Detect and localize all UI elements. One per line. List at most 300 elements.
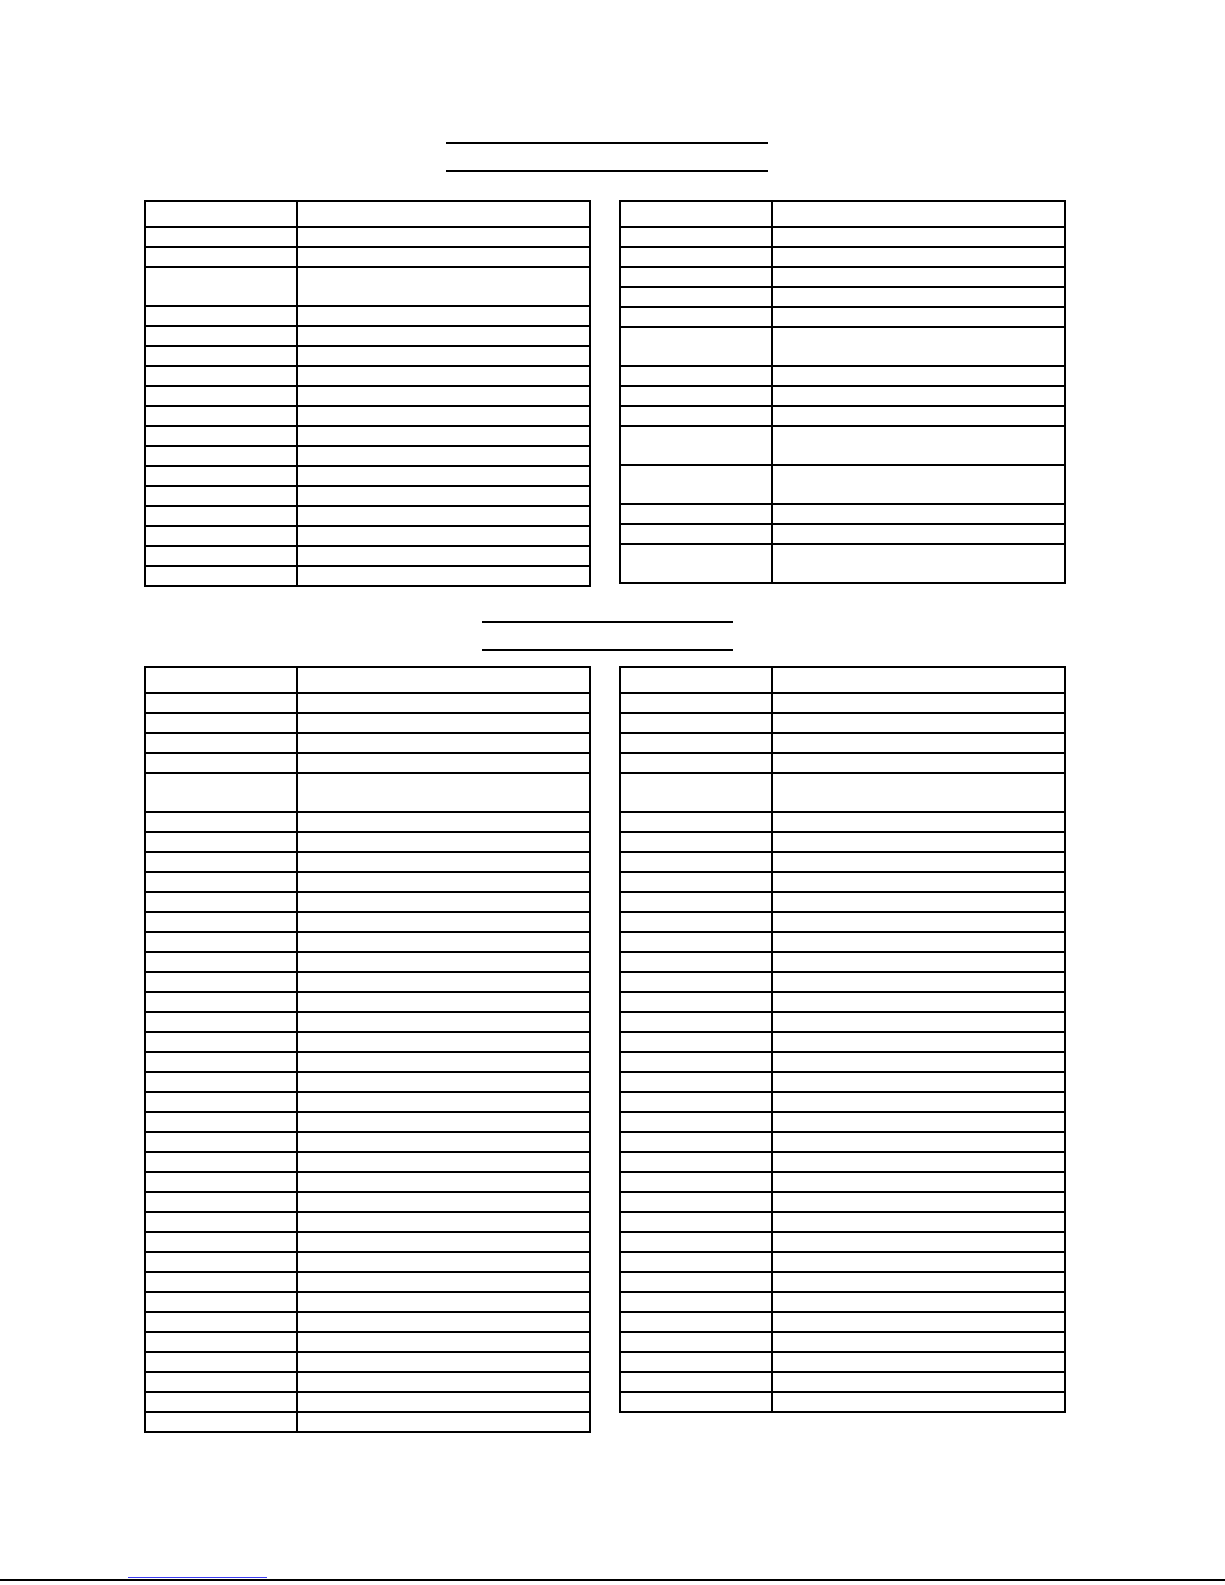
table-row xyxy=(620,1112,1065,1132)
table-row xyxy=(145,1032,590,1052)
label-cell xyxy=(620,892,772,912)
value-cell xyxy=(772,773,1065,812)
table-row xyxy=(145,1192,590,1212)
table-row xyxy=(620,504,1065,524)
table-row xyxy=(145,912,590,932)
value-cell xyxy=(297,1352,590,1372)
table-row xyxy=(620,1392,1065,1412)
value-cell xyxy=(297,667,590,693)
table-row xyxy=(620,773,1065,812)
value-cell xyxy=(772,406,1065,426)
label-cell xyxy=(620,812,772,832)
label-cell xyxy=(145,546,297,566)
value-cell xyxy=(772,1232,1065,1252)
label-cell xyxy=(620,1132,772,1152)
value-cell xyxy=(772,1292,1065,1312)
label-cell xyxy=(620,1372,772,1392)
label-cell xyxy=(145,1192,297,1212)
label-cell xyxy=(620,932,772,952)
label-cell xyxy=(145,733,297,753)
label-cell xyxy=(620,1212,772,1232)
table-row xyxy=(145,852,590,872)
table-row xyxy=(145,872,590,892)
value-cell xyxy=(297,326,590,346)
table-row xyxy=(145,932,590,952)
label-cell xyxy=(620,1292,772,1312)
table-row xyxy=(145,992,590,1012)
section-1-left-table xyxy=(144,200,591,587)
label-cell xyxy=(620,832,772,852)
label-cell xyxy=(145,1052,297,1072)
label-cell xyxy=(145,667,297,693)
value-cell xyxy=(297,406,590,426)
table-row xyxy=(145,267,590,306)
table-row xyxy=(145,1212,590,1232)
table-row xyxy=(620,544,1065,583)
table-row xyxy=(145,446,590,466)
label-cell xyxy=(145,1412,297,1432)
value-cell xyxy=(297,952,590,972)
label-cell xyxy=(145,326,297,346)
table-row xyxy=(620,1172,1065,1192)
table-row xyxy=(145,1392,590,1412)
label-cell xyxy=(145,1152,297,1172)
table-row xyxy=(145,667,590,693)
table-row xyxy=(620,892,1065,912)
value-cell xyxy=(772,386,1065,406)
label-cell xyxy=(620,201,772,227)
value-cell xyxy=(297,832,590,852)
value-cell xyxy=(772,1072,1065,1092)
table-row xyxy=(145,1132,590,1152)
table-row xyxy=(620,201,1065,227)
table-row xyxy=(145,426,590,446)
table-row xyxy=(620,1212,1065,1232)
table-row xyxy=(620,1352,1065,1372)
value-cell xyxy=(297,526,590,546)
label-cell xyxy=(145,713,297,733)
value-cell xyxy=(772,366,1065,386)
label-cell xyxy=(145,952,297,972)
table-row xyxy=(620,465,1065,504)
table-row xyxy=(145,693,590,713)
label-cell xyxy=(145,812,297,832)
table-row xyxy=(145,1292,590,1312)
table-row xyxy=(620,1372,1065,1392)
value-cell xyxy=(772,1132,1065,1152)
value-cell xyxy=(297,992,590,1012)
label-cell xyxy=(620,524,772,544)
label-cell xyxy=(145,773,297,812)
table-row xyxy=(620,1232,1065,1252)
value-cell xyxy=(297,1092,590,1112)
label-cell xyxy=(145,1092,297,1112)
section-1-right-table xyxy=(619,200,1066,584)
label-cell xyxy=(620,1392,772,1412)
table-row xyxy=(145,326,590,346)
label-cell xyxy=(145,872,297,892)
value-cell xyxy=(772,504,1065,524)
label-cell xyxy=(620,1312,772,1332)
value-cell xyxy=(297,201,590,227)
value-cell xyxy=(772,952,1065,972)
table-row xyxy=(145,1252,590,1272)
table-row xyxy=(145,201,590,227)
label-cell xyxy=(620,1032,772,1052)
label-cell xyxy=(145,1212,297,1232)
value-cell xyxy=(297,713,590,733)
table-row xyxy=(145,306,590,326)
label-cell xyxy=(620,1352,772,1372)
value-cell xyxy=(772,852,1065,872)
value-cell xyxy=(772,932,1065,952)
table-row xyxy=(620,852,1065,872)
value-cell xyxy=(772,465,1065,504)
value-cell xyxy=(772,912,1065,932)
value-cell xyxy=(297,506,590,526)
table-row xyxy=(145,773,590,812)
label-cell xyxy=(145,346,297,366)
label-cell xyxy=(620,307,772,327)
section-2-title-line-1 xyxy=(482,621,733,623)
value-cell xyxy=(297,1112,590,1132)
label-cell xyxy=(145,466,297,486)
value-cell xyxy=(297,446,590,466)
value-cell xyxy=(297,1292,590,1312)
table-row xyxy=(620,1052,1065,1072)
label-cell xyxy=(620,1192,772,1212)
table-row xyxy=(620,932,1065,952)
table-row xyxy=(620,992,1065,1012)
value-cell xyxy=(772,1012,1065,1032)
table-row xyxy=(145,386,590,406)
table-row xyxy=(145,1352,590,1372)
value-cell xyxy=(772,426,1065,465)
label-cell xyxy=(145,1252,297,1272)
table-row xyxy=(145,546,590,566)
value-cell xyxy=(297,1212,590,1232)
table-row xyxy=(145,406,590,426)
value-cell xyxy=(772,1352,1065,1372)
value-cell xyxy=(297,972,590,992)
table-row xyxy=(620,1092,1065,1112)
section-1-title-line-2 xyxy=(446,170,768,172)
value-cell xyxy=(772,1212,1065,1232)
value-cell xyxy=(772,227,1065,247)
table-row xyxy=(145,486,590,506)
table-row xyxy=(145,832,590,852)
value-cell xyxy=(297,1012,590,1032)
label-cell xyxy=(145,366,297,386)
table-row xyxy=(145,1172,590,1192)
section-2-right-table xyxy=(619,666,1066,1413)
value-cell xyxy=(297,1052,590,1072)
table-row xyxy=(620,693,1065,713)
table-row xyxy=(145,1412,590,1432)
label-cell xyxy=(145,1372,297,1392)
table-row xyxy=(145,1332,590,1352)
table-row xyxy=(620,952,1065,972)
label-cell xyxy=(620,1112,772,1132)
label-cell xyxy=(620,972,772,992)
value-cell xyxy=(297,932,590,952)
table-row xyxy=(620,267,1065,287)
table-row xyxy=(620,386,1065,406)
label-cell xyxy=(620,1252,772,1272)
label-cell xyxy=(620,852,772,872)
label-cell xyxy=(145,1232,297,1252)
label-cell xyxy=(620,1272,772,1292)
table-row xyxy=(620,812,1065,832)
label-cell xyxy=(620,753,772,773)
footer-link-underline[interactable] xyxy=(128,1577,267,1578)
value-cell xyxy=(297,486,590,506)
label-cell xyxy=(145,247,297,267)
value-cell xyxy=(297,1072,590,1092)
table-row xyxy=(145,1092,590,1112)
section-1-title-line-1 xyxy=(446,142,768,144)
label-cell xyxy=(145,426,297,446)
label-cell xyxy=(145,506,297,526)
value-cell xyxy=(772,1092,1065,1112)
table-row xyxy=(145,1072,590,1092)
value-cell xyxy=(772,1332,1065,1352)
table-row xyxy=(620,753,1065,773)
label-cell xyxy=(145,267,297,306)
table-row xyxy=(145,753,590,773)
label-cell xyxy=(620,544,772,583)
label-cell xyxy=(145,832,297,852)
label-cell xyxy=(620,1152,772,1172)
label-cell xyxy=(145,753,297,773)
table-row xyxy=(145,1112,590,1132)
value-cell xyxy=(297,852,590,872)
label-cell xyxy=(145,852,297,872)
value-cell xyxy=(772,812,1065,832)
value-cell xyxy=(297,1032,590,1052)
value-cell xyxy=(297,733,590,753)
table-row xyxy=(145,1052,590,1072)
label-cell xyxy=(145,972,297,992)
table-row xyxy=(620,733,1065,753)
table-row xyxy=(145,1232,590,1252)
table-row xyxy=(620,227,1065,247)
table-row xyxy=(145,227,590,247)
table-row xyxy=(145,972,590,992)
label-cell xyxy=(145,227,297,247)
table-row xyxy=(620,247,1065,267)
table-row xyxy=(145,1372,590,1392)
table-row xyxy=(620,872,1065,892)
value-cell xyxy=(297,1272,590,1292)
value-cell xyxy=(297,1152,590,1172)
label-cell xyxy=(145,693,297,713)
table-row xyxy=(620,327,1065,366)
label-cell xyxy=(145,1312,297,1332)
value-cell xyxy=(297,227,590,247)
table-row xyxy=(620,1192,1065,1212)
label-cell xyxy=(145,892,297,912)
value-cell xyxy=(772,667,1065,693)
value-cell xyxy=(297,546,590,566)
table-row xyxy=(145,346,590,366)
value-cell xyxy=(772,713,1065,733)
table-row xyxy=(620,366,1065,386)
label-cell xyxy=(620,386,772,406)
section-2-title-line-2 xyxy=(482,649,733,651)
label-cell xyxy=(620,366,772,386)
table-row xyxy=(145,952,590,972)
value-cell xyxy=(297,1312,590,1332)
label-cell xyxy=(620,406,772,426)
label-cell xyxy=(145,1132,297,1152)
label-cell xyxy=(145,1292,297,1312)
label-cell xyxy=(620,287,772,307)
label-cell xyxy=(620,1232,772,1252)
value-cell xyxy=(772,267,1065,287)
value-cell xyxy=(297,247,590,267)
value-cell xyxy=(772,201,1065,227)
value-cell xyxy=(297,1192,590,1212)
label-cell xyxy=(145,486,297,506)
value-cell xyxy=(297,426,590,446)
label-cell xyxy=(620,426,772,465)
label-cell xyxy=(145,1352,297,1372)
label-cell xyxy=(145,1392,297,1412)
table-row xyxy=(145,1272,590,1292)
value-cell xyxy=(297,1412,590,1432)
value-cell xyxy=(772,1312,1065,1332)
value-cell xyxy=(772,872,1065,892)
table-row xyxy=(620,287,1065,307)
footer-rule xyxy=(0,1579,1225,1581)
table-row xyxy=(620,426,1065,465)
label-cell xyxy=(620,465,772,504)
label-cell xyxy=(620,267,772,287)
label-cell xyxy=(145,306,297,326)
value-cell xyxy=(297,872,590,892)
table-row xyxy=(620,406,1065,426)
label-cell xyxy=(620,693,772,713)
label-cell xyxy=(145,1272,297,1292)
table-row xyxy=(620,1132,1065,1152)
value-cell xyxy=(772,1032,1065,1052)
table-row xyxy=(620,1072,1065,1092)
label-cell xyxy=(620,1332,772,1352)
table-row xyxy=(620,972,1065,992)
value-cell xyxy=(772,832,1065,852)
value-cell xyxy=(772,1192,1065,1212)
value-cell xyxy=(772,307,1065,327)
label-cell xyxy=(145,932,297,952)
value-cell xyxy=(297,1172,590,1192)
value-cell xyxy=(772,524,1065,544)
value-cell xyxy=(772,327,1065,366)
label-cell xyxy=(145,406,297,426)
label-cell xyxy=(620,713,772,733)
label-cell xyxy=(145,1172,297,1192)
table-row xyxy=(620,1032,1065,1052)
table-row xyxy=(620,307,1065,327)
table-row xyxy=(620,1012,1065,1032)
label-cell xyxy=(620,992,772,1012)
table-row xyxy=(620,1292,1065,1312)
table-row xyxy=(620,667,1065,693)
label-cell xyxy=(145,201,297,227)
value-cell xyxy=(297,1372,590,1392)
table-row xyxy=(145,733,590,753)
label-cell xyxy=(145,1332,297,1352)
table-row xyxy=(145,1312,590,1332)
label-cell xyxy=(145,1112,297,1132)
value-cell xyxy=(772,1112,1065,1132)
value-cell xyxy=(772,1172,1065,1192)
table-row xyxy=(620,912,1065,932)
value-cell xyxy=(297,1392,590,1412)
value-cell xyxy=(297,1252,590,1272)
label-cell xyxy=(145,1072,297,1092)
table-row xyxy=(145,466,590,486)
label-cell xyxy=(620,1172,772,1192)
value-cell xyxy=(772,1372,1065,1392)
table-row xyxy=(145,812,590,832)
value-cell xyxy=(772,733,1065,753)
value-cell xyxy=(772,287,1065,307)
label-cell xyxy=(620,872,772,892)
value-cell xyxy=(772,1252,1065,1272)
value-cell xyxy=(772,247,1065,267)
table-row xyxy=(620,524,1065,544)
table-row xyxy=(145,526,590,546)
value-cell xyxy=(772,544,1065,583)
value-cell xyxy=(297,1332,590,1352)
label-cell xyxy=(145,992,297,1012)
value-cell xyxy=(772,992,1065,1012)
label-cell xyxy=(620,667,772,693)
label-cell xyxy=(620,952,772,972)
table-row xyxy=(145,506,590,526)
value-cell xyxy=(297,566,590,586)
label-cell xyxy=(145,912,297,932)
table-row xyxy=(145,566,590,586)
value-cell xyxy=(297,366,590,386)
table-row xyxy=(620,1312,1065,1332)
value-cell xyxy=(772,693,1065,713)
label-cell xyxy=(620,327,772,366)
value-cell xyxy=(297,306,590,326)
table-row xyxy=(620,1252,1065,1272)
label-cell xyxy=(620,773,772,812)
value-cell xyxy=(772,972,1065,992)
value-cell xyxy=(297,753,590,773)
value-cell xyxy=(772,1272,1065,1292)
label-cell xyxy=(145,566,297,586)
table-row xyxy=(620,1272,1065,1292)
label-cell xyxy=(145,1032,297,1052)
value-cell xyxy=(297,693,590,713)
label-cell xyxy=(145,446,297,466)
table-row xyxy=(145,892,590,912)
label-cell xyxy=(620,912,772,932)
value-cell xyxy=(297,386,590,406)
value-cell xyxy=(772,892,1065,912)
label-cell xyxy=(620,504,772,524)
value-cell xyxy=(772,1152,1065,1172)
value-cell xyxy=(297,892,590,912)
section-2-left-table xyxy=(144,666,591,1433)
label-cell xyxy=(620,1072,772,1092)
value-cell xyxy=(297,1132,590,1152)
